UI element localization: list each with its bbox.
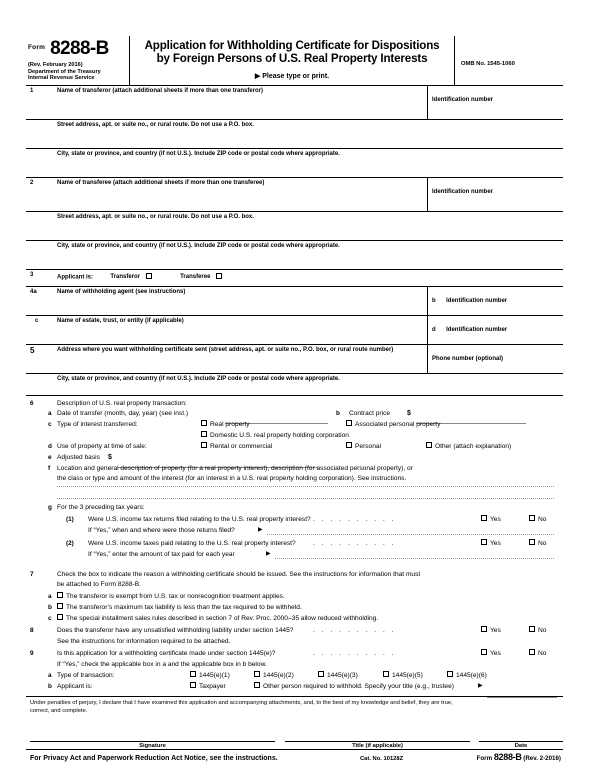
applicant-is-label: [26, 270, 563, 281]
returns-filed-yes-option[interactable]: [481, 515, 501, 524]
line-number-1: 1: [30, 87, 34, 94]
certificate-1445e-yes-checkbox[interactable]: [481, 649, 487, 655]
unsatisfied-liability-yes-label: Yes: [490, 626, 501, 634]
line-number-4b: b: [432, 297, 436, 304]
line-mark-6g1: (1): [66, 515, 74, 523]
certificate-address-label: Address where you want withholding certificate sent (street address, apt. or suite no., P.O. box, or rural route number): [57, 346, 394, 353]
taxes-paid-question: Were U.S. income taxes paid relating to the U.S. real property interest?: [88, 539, 296, 547]
line-6c-row: [26, 420, 558, 431]
associated-personal-property-option[interactable]: [346, 420, 440, 429]
unsatisfied-liability-no-label: No: [538, 626, 547, 634]
line-mark-9b: b: [48, 682, 52, 690]
returns-filed-followup-label: If “Yes,” when and where were those returns filed?: [88, 526, 235, 534]
line-mark-6g: g: [48, 503, 52, 511]
withholding-agent-id-label: Identification number: [446, 297, 508, 304]
transaction-1445e2-label: 1445(e)(2): [263, 671, 294, 679]
form-title-line1: Application for Withholding Certificate for Dispositions: [144, 39, 440, 52]
line-6-title-row: [26, 399, 558, 409]
transferee-street-label: Street address, apt. or suite no., or rural route. Do not use a P.O. box.: [57, 213, 254, 220]
line-7-text1: Check the box to indicate the reason a withholding certificate should be issued. See the instructions for information that must: [57, 570, 421, 578]
applicant-transferor-label: Transferor: [110, 274, 141, 281]
form-word-label: Form: [28, 44, 46, 51]
declaration-block: [26, 696, 563, 715]
transaction-1445e3-checkbox[interactable]: [318, 671, 324, 677]
omb-number: OMB No. 1545-1060: [461, 61, 515, 67]
returns-filed-yes-checkbox[interactable]: [481, 515, 487, 521]
transaction-type-option-3[interactable]: [383, 671, 423, 680]
transaction-1445e6-label: 1445(e)(6): [456, 671, 487, 679]
max-tax-liability-option[interactable]: [57, 603, 302, 612]
print-instruction: ▶ Please type or print.: [254, 72, 330, 80]
returns-filed-input[interactable]: [267, 534, 554, 535]
certificate-1445e-note: If “Yes,” check the applicable box in a and the applicable box in b below.: [57, 660, 267, 668]
line-9b-row: [26, 682, 558, 694]
withholding-agent-label: Name of withholding agent (see instructions): [57, 288, 186, 295]
title-label: Title (if applicable): [352, 742, 403, 749]
estate-trust-entity-id-field[interactable]: [427, 316, 563, 344]
signature-row: [26, 741, 563, 749]
adjusted-basis-label: Adjusted basis: [57, 453, 100, 461]
line-6f-row2: [26, 474, 558, 486]
applicant-taxpayer-option[interactable]: [190, 682, 226, 691]
line-6a-row: [26, 409, 558, 420]
line-mark-7c: c: [48, 614, 52, 622]
treasury-dept-label: Department of the Treasury: [28, 68, 101, 75]
line-6g1-row: [26, 515, 558, 526]
real-property-label: Real property: [210, 420, 250, 428]
phone-number-label: Phone number (optional): [432, 355, 503, 362]
exempt-checkbox[interactable]: [57, 592, 63, 598]
transaction-type-option-1[interactable]: [254, 671, 294, 680]
transferee-city-label: City, state or province, and country (if not U.S.). Include ZIP code or postal code where appropriate.: [57, 242, 340, 249]
transaction-1445e1-label: 1445(e)(1): [199, 671, 230, 679]
domestic-holding-corp-option[interactable]: [201, 431, 349, 440]
taxes-paid-no-checkbox[interactable]: [529, 539, 535, 545]
installment-sales-option[interactable]: [57, 614, 378, 623]
preceding-tax-years-label: For the 3 preceding tax years:: [57, 503, 145, 511]
taxes-paid-input[interactable]: [275, 558, 554, 559]
line-mark-6g2: (2): [66, 539, 74, 547]
signature-label: Signature: [139, 742, 166, 749]
returns-filed-leader: . . . . . . . . . .: [313, 515, 397, 523]
taxes-paid-no-option[interactable]: [529, 539, 546, 548]
row-transferee-name: [26, 178, 563, 212]
line-7c-row[interactable]: [26, 614, 558, 626]
line-mark-7b: b: [48, 603, 52, 611]
line-mark-9a: a: [48, 671, 52, 679]
line-7-row2: [26, 580, 558, 592]
date-field[interactable]: [479, 741, 563, 749]
certificate-1445e-yes-label: Yes: [490, 649, 501, 657]
row-certificate-address: [26, 345, 563, 374]
taxes-paid-no-label: No: [538, 539, 547, 547]
section-7: [26, 567, 563, 626]
applicant-transferee-option[interactable]: [180, 274, 225, 280]
applicant-title-arrow-icon: ▶: [478, 682, 483, 689]
exempt-option[interactable]: [57, 592, 285, 601]
certificate-1445e-leader: . . . . . . . . . .: [313, 649, 397, 657]
form-identity-block: [26, 36, 130, 85]
taxes-paid-arrow-icon: ▶: [266, 550, 271, 557]
line-mark-7a: a: [48, 592, 52, 600]
applicant-transferee-checkbox[interactable]: [216, 273, 222, 279]
form-number: 8288-B: [50, 38, 109, 59]
row-estate-trust-entity: [26, 316, 563, 345]
line-mark-6e: e: [48, 453, 52, 461]
transaction-1445e3-label: 1445(e)(3): [327, 671, 358, 679]
line-number-4a: 4a: [30, 288, 37, 295]
transaction-1445e2-checkbox[interactable]: [254, 671, 260, 677]
estate-trust-entity-label: Name of estate, trust, or entity (if applicable): [57, 317, 184, 324]
line-9a-row: [26, 671, 558, 682]
row-transferee-city[interactable]: [26, 241, 563, 270]
other-use-option[interactable]: [426, 442, 511, 451]
line-number-4d: d: [432, 326, 436, 333]
catalog-number: Cat. No. 10128Z: [360, 755, 404, 762]
transferee-id-label: Identification number: [432, 188, 494, 195]
transferor-street-label: Street address, apt. or suite no., or rural route. Do not use a P.O. box.: [57, 121, 254, 128]
line-7a-row[interactable]: [26, 592, 558, 603]
certificate-1445e-no-checkbox[interactable]: [529, 649, 535, 655]
adjusted-basis-dollar-sign: $: [108, 453, 112, 461]
transferor-id-field[interactable]: [427, 86, 563, 119]
applicant-title-input[interactable]: [487, 690, 557, 698]
row-transferor-city[interactable]: [26, 149, 563, 178]
transferor-id-label: Identification number: [432, 96, 494, 103]
transaction-1445e6-checkbox[interactable]: [447, 671, 453, 677]
line-6f-row1: [26, 464, 558, 474]
line-number-6: 6: [30, 399, 34, 407]
withholding-agent-id-field[interactable]: [427, 287, 563, 315]
line-6-title: Description of U.S. real property transaction:: [57, 399, 187, 407]
row-transferee-street[interactable]: [26, 212, 563, 241]
row-certificate-city[interactable]: [26, 374, 563, 396]
form-footer: [26, 749, 563, 762]
section-8: [26, 626, 563, 649]
form-title-line2: by Foreign Persons of U.S. Real Property Interests: [156, 52, 428, 66]
line-mark-6a: a: [48, 409, 52, 417]
transferor-street-field[interactable]: [26, 120, 563, 148]
associated-personal-property-checkbox[interactable]: [346, 420, 352, 426]
returns-filed-arrow-icon: ▶: [258, 526, 263, 533]
use-of-property-label: Use of property at time of sale:: [57, 442, 147, 450]
line-9-note-row: [26, 660, 558, 671]
line-6e-row: [26, 453, 558, 464]
certificate-city-label: City, state or province, and country (if not U.S.). Include ZIP code or postal code where appropriate.: [57, 375, 340, 382]
transaction-type-option-2[interactable]: [318, 671, 358, 680]
applicant-other-checkbox[interactable]: [254, 682, 260, 688]
footer-form-identity: [470, 752, 563, 762]
estate-trust-entity-field[interactable]: [26, 316, 427, 344]
returns-filed-yes-label: Yes: [490, 515, 501, 523]
taxes-paid-yes-option[interactable]: [481, 539, 501, 548]
section-6: [26, 396, 563, 567]
line-number-3: 3: [30, 271, 34, 278]
line-6g1-follow-row: [26, 526, 558, 539]
line-number-5: 5: [30, 345, 35, 355]
certificate-1445e-yes-option[interactable]: [481, 649, 501, 658]
location-description-line2: the class or type and amount of the interest (for an interest in a U.S. real property holding corporation). See instructions.: [57, 474, 407, 482]
transferee-id-field[interactable]: [427, 178, 563, 211]
signature-field[interactable]: [30, 741, 275, 749]
section-9: [26, 649, 563, 696]
form-8288b: [26, 36, 563, 762]
row-transferor-street[interactable]: [26, 120, 563, 149]
certificate-1445e-no-label: No: [538, 649, 547, 657]
transferor-city-field[interactable]: [26, 149, 563, 177]
location-description-input-line2[interactable]: [57, 498, 554, 499]
line-number-2: 2: [30, 179, 34, 186]
unsatisfied-liability-note: See the instructions for information required to be attached.: [57, 637, 231, 645]
certificate-1445e-question: Is this application for a withholding certificate made under section 1445(e)?: [57, 649, 276, 657]
phone-number-field[interactable]: [427, 345, 563, 373]
rental-commercial-checkbox[interactable]: [201, 442, 207, 448]
line-7-text2: be attached to Form 8288-B.: [57, 580, 141, 588]
row-applicant-is: [26, 270, 563, 287]
max-tax-liability-label: The transferor’s maximum tax liability is less than the tax required to be withheld.: [66, 603, 302, 611]
footer-form-word: Form: [476, 754, 493, 762]
line-mark-6d: d: [48, 442, 52, 450]
form-header: [26, 36, 563, 86]
other-use-checkbox[interactable]: [426, 442, 432, 448]
applicant-transferee-label: Transferee: [180, 274, 211, 281]
line-6g2-follow-row: [26, 550, 558, 564]
line-6g-row: [26, 503, 558, 515]
transferor-name-field[interactable]: [26, 86, 427, 119]
row-transferor-name: [26, 86, 563, 120]
real-property-checkbox[interactable]: [201, 420, 207, 426]
applicant-other-label: Other person required to withhold. Specify your title (e.g., trustee): [263, 682, 454, 690]
estate-trust-entity-id-label: Identification number: [446, 326, 508, 333]
transaction-type-option-0[interactable]: [190, 671, 230, 680]
contract-price-label: Contract price: [349, 409, 391, 417]
transaction-type-option-4[interactable]: [447, 671, 487, 680]
omb-block: [455, 36, 563, 85]
other-use-label: Other (attach explanation): [435, 442, 512, 450]
applicant-is-field: [26, 270, 563, 286]
rental-commercial-option[interactable]: [201, 442, 272, 451]
declaration-line2: correct, and complete.: [30, 707, 88, 714]
line-6g2-row: [26, 539, 558, 550]
line-mark-6b: b: [336, 409, 340, 417]
line-mark-6f: f: [48, 464, 51, 472]
applicant-type-label: Applicant is:: [57, 682, 93, 690]
returns-filed-question: Were U.S. income tax returns filed relating to the U.S. real property interest?: [88, 515, 311, 523]
personal-use-label: Personal: [355, 442, 382, 450]
certificate-city-field[interactable]: [26, 374, 563, 395]
taxes-paid-followup-label: If “Yes,” enter the amount of tax paid for each year: [88, 550, 235, 558]
form-revision: (Rev. February 2016): [28, 62, 83, 68]
line-8-row: [26, 626, 558, 637]
declaration-line1: Under penalties of perjury, I declare that I have examined this application and accompanying attachments, and, to the best of my knowledge and belief, they are true,: [30, 699, 453, 706]
line-6c-row2: [26, 431, 558, 442]
form-title-block: [130, 36, 455, 85]
privacy-act-notice: For Privacy Act and Paperwork Reduction Act Notice, see the instructions.: [30, 754, 278, 762]
transferee-name-field[interactable]: [26, 178, 427, 211]
line-number-4c: c: [35, 317, 39, 324]
applicant-other-option[interactable]: [254, 682, 454, 691]
taxes-paid-yes-checkbox[interactable]: [481, 539, 487, 545]
row-withholding-agent: [26, 287, 563, 316]
unsatisfied-liability-leader: . . . . . . . . . .: [313, 626, 397, 634]
unsatisfied-liability-yes-checkbox[interactable]: [481, 626, 487, 632]
applicant-transferor-checkbox[interactable]: [146, 273, 152, 279]
date-label: Date: [514, 742, 528, 749]
unsatisfied-liability-no-checkbox[interactable]: [529, 626, 535, 632]
line-6d-row: [26, 442, 558, 453]
transferee-street-field[interactable]: [26, 212, 563, 240]
transferor-city-label: City, state or province, and country (if not U.S.). Include ZIP code or postal code where appropriate.: [57, 150, 340, 157]
returns-filed-no-option[interactable]: [529, 515, 546, 524]
footer-form-number: 8288-B: [493, 751, 522, 762]
unsatisfied-liability-yes-option[interactable]: [481, 626, 501, 635]
footer-form-revision: (Rev. 2-2016): [523, 754, 561, 762]
personal-use-option[interactable]: [346, 442, 381, 451]
transferor-name-label: Name of transferor (attach additional sheets if more than one transferor): [57, 87, 264, 94]
returns-filed-no-label: No: [538, 515, 547, 523]
exempt-label: The transferor is exempt from U.S. tax or nonrecognition treatment applies.: [66, 592, 285, 600]
applicant-is-text: Applicant is:: [57, 274, 94, 281]
max-tax-liability-checkbox[interactable]: [57, 603, 63, 609]
personal-use-checkbox[interactable]: [346, 442, 352, 448]
line-7-row1: [26, 570, 558, 580]
domestic-holding-corp-label: Domestic U.S. real property holding corporation: [210, 431, 349, 439]
line-mark-6c: c: [48, 420, 52, 428]
type-of-interest-label: Type of interest transferred:: [57, 420, 138, 428]
location-description-input-line1[interactable]: [57, 486, 554, 487]
applicant-taxpayer-label: Taxpayer: [199, 682, 226, 690]
irs-label: Internal Revenue Service: [28, 75, 95, 82]
transaction-1445e5-label: 1445(e)(5): [392, 671, 423, 679]
line-number-8: 8: [30, 626, 34, 634]
returns-filed-no-checkbox[interactable]: [529, 515, 535, 521]
installment-sales-checkbox[interactable]: [57, 614, 63, 620]
installment-sales-label: The special installment sales rules described in section 7 of Rev. Proc. 2000–35 allow reduced withholding.: [66, 614, 379, 622]
unsatisfied-liability-no-option[interactable]: [529, 626, 546, 635]
location-description-line1: Location and general description of property (for a real property interest), description (for associated personal property), or: [57, 464, 413, 472]
title-field[interactable]: [285, 741, 470, 749]
date-of-transfer-label: Date of transfer (month, day, year) (see inst.): [57, 409, 189, 417]
transaction-1445e5-checkbox[interactable]: [383, 671, 389, 677]
line-number-7: 7: [30, 570, 34, 578]
rental-commercial-label: Rental or commercial: [210, 442, 273, 450]
line-number-9: 9: [30, 649, 34, 657]
certificate-1445e-no-option[interactable]: [529, 649, 546, 658]
applicant-transferor-option[interactable]: [110, 274, 154, 280]
line-9-row: [26, 649, 558, 660]
unsatisfied-liability-question: Does the transferor have any unsatisfied withholding liability under section 1445?: [57, 626, 294, 634]
domestic-holding-corp-checkbox[interactable]: [201, 431, 207, 437]
transferee-name-label: Name of transferee (attach additional sheets if more than one transferee): [57, 179, 265, 186]
real-property-option[interactable]: [201, 420, 250, 429]
applicant-taxpayer-checkbox[interactable]: [190, 682, 196, 688]
withholding-agent-field[interactable]: [26, 287, 427, 315]
contract-price-dollar-sign: $: [407, 409, 411, 417]
transaction-type-label: Type of transaction:: [57, 671, 115, 679]
line-7b-row[interactable]: [26, 603, 558, 614]
transferee-city-field[interactable]: [26, 241, 563, 269]
transaction-1445e1-checkbox[interactable]: [190, 671, 196, 677]
taxes-paid-leader: . . . . . . . . . .: [313, 539, 397, 547]
associated-personal-property-label: Associated personal property: [355, 420, 441, 428]
taxes-paid-yes-label: Yes: [490, 539, 501, 547]
certificate-address-field[interactable]: [26, 345, 427, 373]
line-8-note-row: [26, 637, 558, 649]
